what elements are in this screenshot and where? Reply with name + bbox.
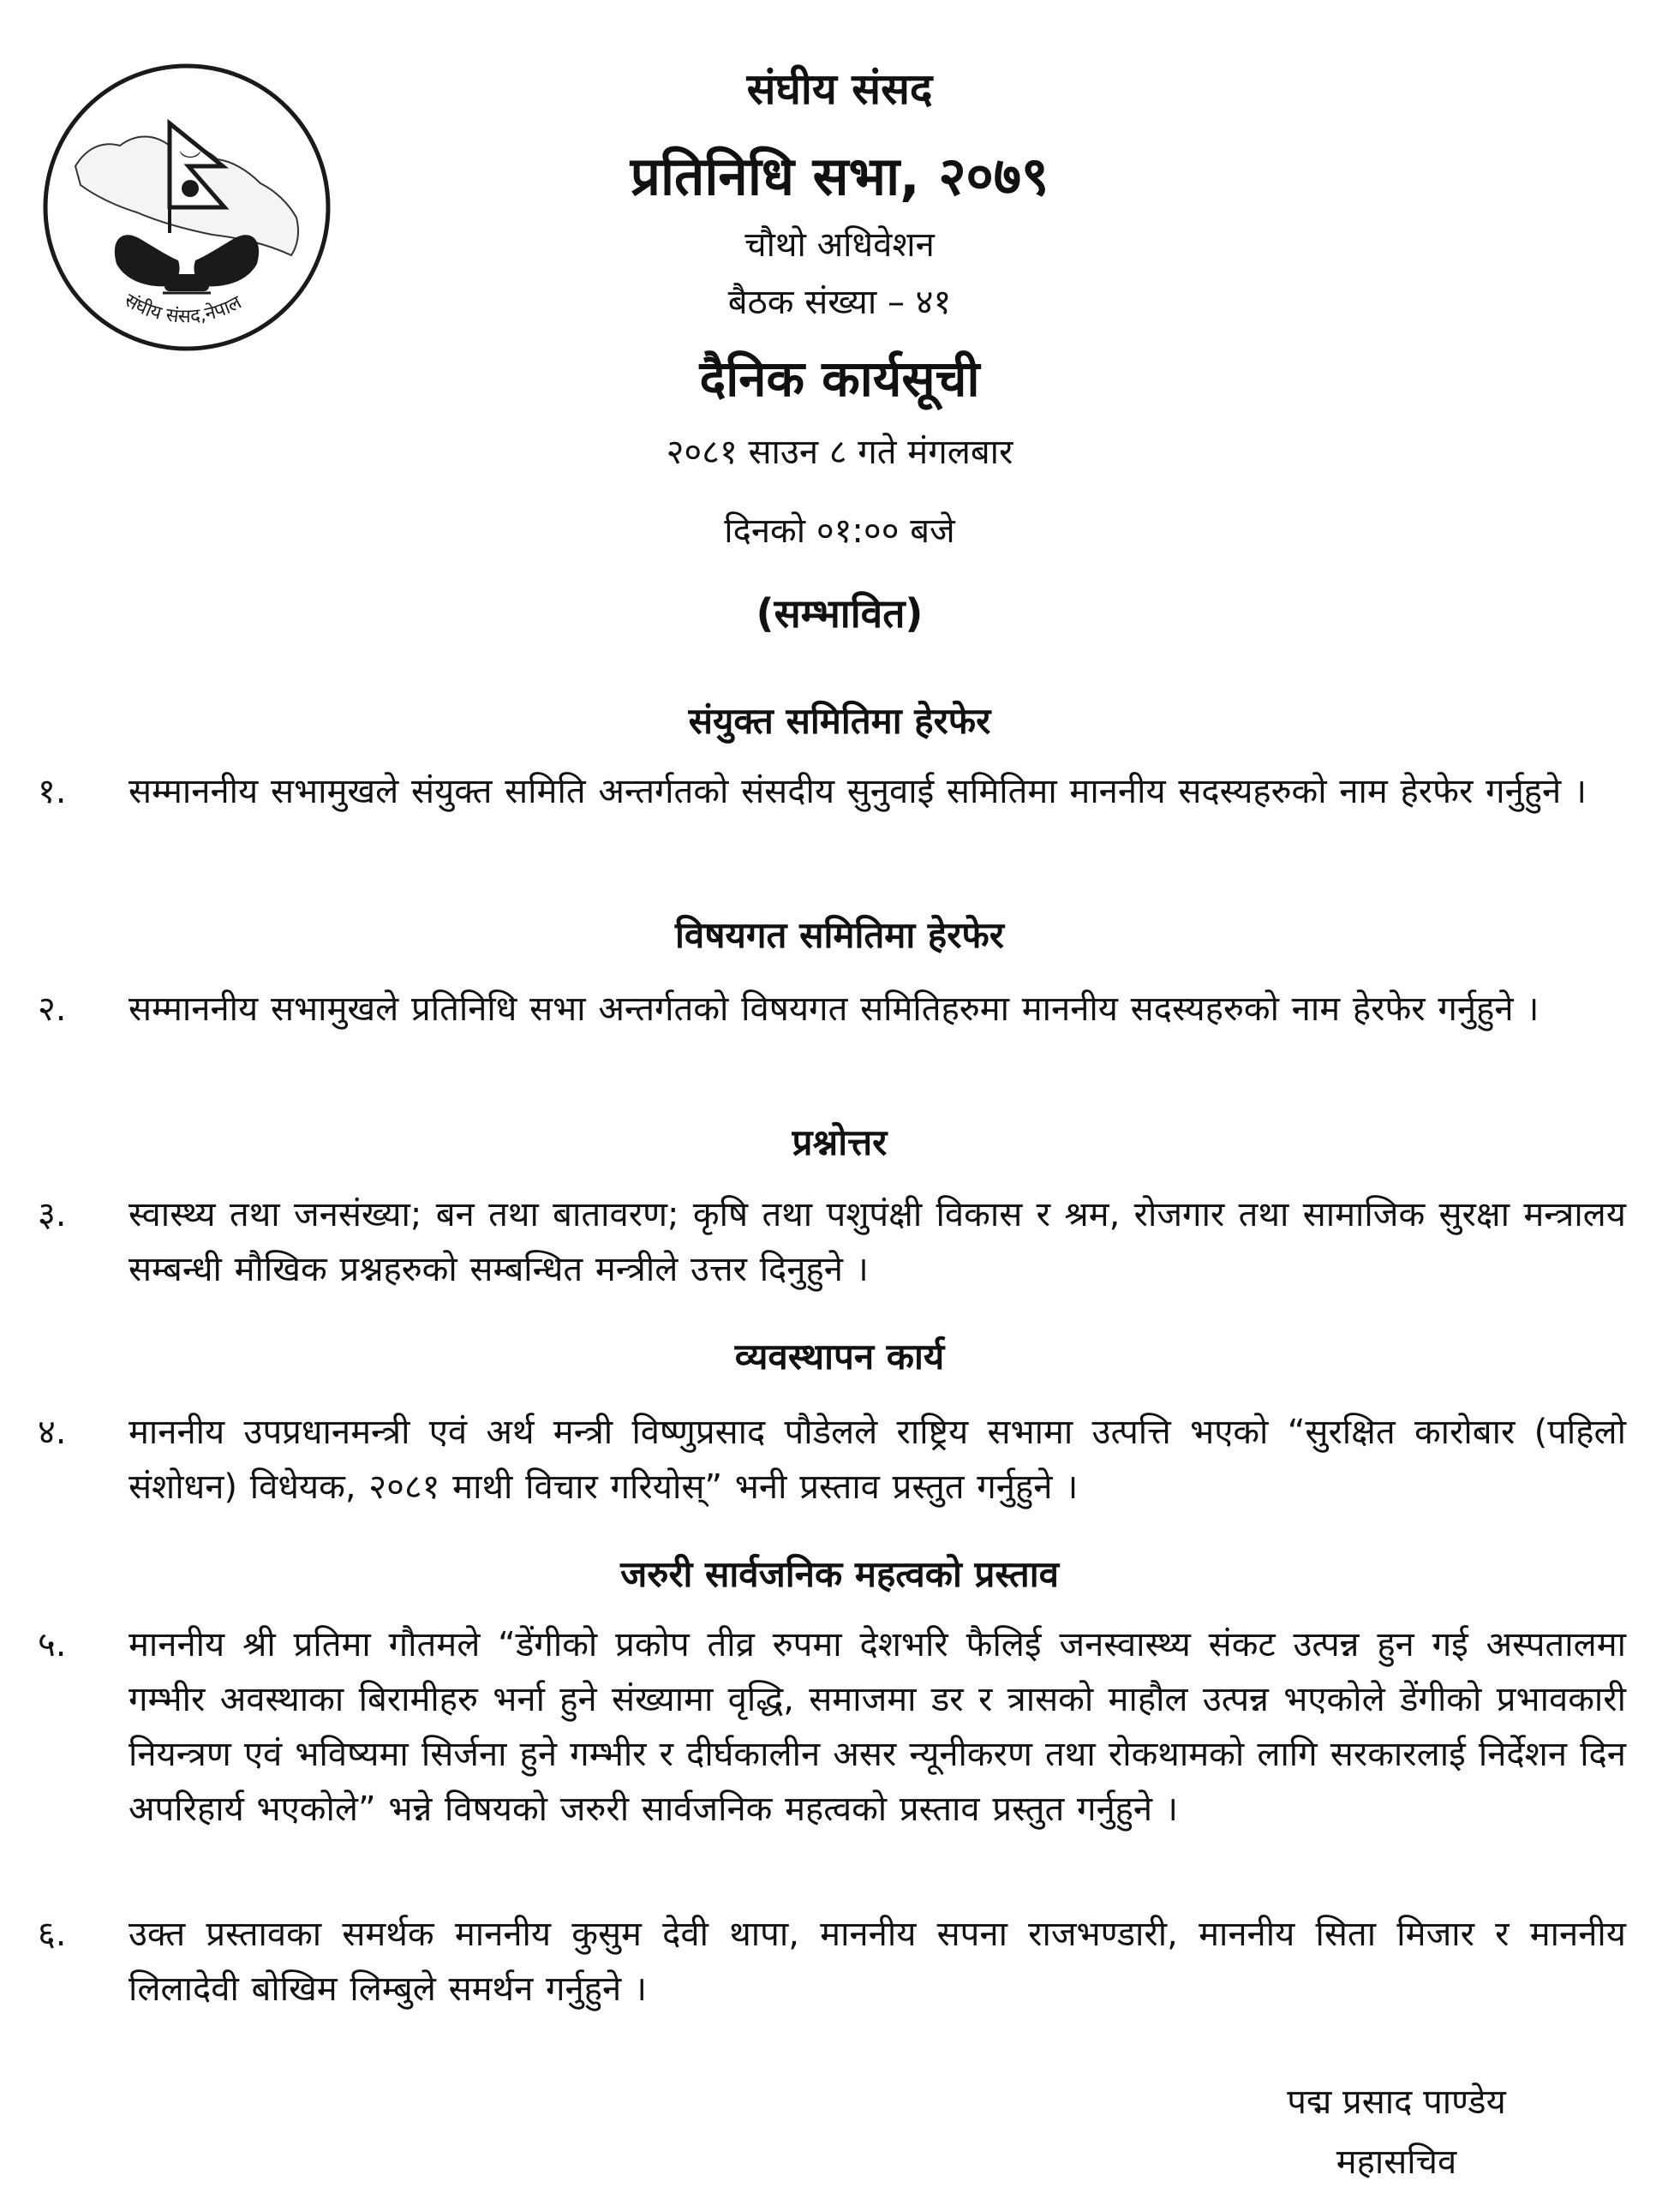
svg-text:संघीय संसद,नेपाल [121,290,246,327]
item-text: स्वास्थ्य तथा जनसंख्या; बन तथा बातावरण; कृषि तथा पशुपंक्षी विकास र श्रम, रोजगार तथा सामाजिक सुरक्षा मन्त्रालय सम्बन्धी मौखिक प्रश्नहरुको सम्बन्धित मन्त्रीले उत्तर दिनुहुने । [129,1195,1626,1289]
probable-label: (सम्भावित) [756,590,924,636]
section-heading-question-answer: प्रश्नोत्तर [792,1121,888,1163]
item-number: ४. [38,1413,67,1452]
item-text: सम्माननीय सभामुखले प्रतिनिधि सभा अन्तर्गतको विषयगत समितिहरुमा माननीय सदस्यहरुको नाम हेरफेर गर्नुहुने । [129,989,1540,1029]
section-heading-urgent-public-importance: जरुरी सार्वजनिक महत्वको प्रस्ताव [620,1553,1059,1595]
house-title: प्रतिनिधि सभा, २०७९ [630,145,1049,207]
item-number: ३. [38,1195,67,1234]
item-number: १. [38,772,67,811]
item-text: माननीय श्री प्रतिमा गौतमले “डेंगीको प्रकोप तीव्र रुपमा देशभरि फैलिई जनस्वास्थ्य संकट उत्पन्न हुन गई अस्पतालमा गम्भीर अवस्थाका बिरामीहरु भर्ना हुने संख्यामा वृद्धि, समाजमा डर र त्रासको माहौल उत्पन्न भएकोले डेंगीको प्रभावकारी नियन्त्रण एवं भविष्यमा सिर्जना हुने गम्भीर र दीर्घकालीन असर न्यूनीकरण तथा रोकथामको लागि सरकारलाई निर्देशन दिन अपरिहार्य भएकोले” भन्ने विषयको जरुरी सार्वजनिक महत्वको प्रस्ताव प्रस्तुत गर्नुहुने । [129,1625,1626,1829]
hands-icon [115,235,259,293]
parliament-emblem-logo [41,62,332,353]
section-heading-thematic-committee: विषयगत समितिमा हेरफेर [675,914,1004,956]
item-text: सम्माननीय सभामुखले संयुक्त समिति अन्तर्गतको संसदीय सुनुवाई समितिमा माननीय सदस्यहरुको नाम हेरफेर गर्नुहुने । [129,772,1587,811]
agenda-date: २०८१ साउन ८ गते मंगलबार [666,433,1013,472]
signatory-title: महासचिव [1336,2142,1457,2182]
section-heading-joint-committee: संयुक्त समितिमा हेरफेर [688,700,991,742]
logo-caption: संघीय संसद,नेपाल [120,290,246,328]
item-number: ६. [38,1915,67,1954]
item-number: २. [38,989,67,1029]
session-label: चौथो अधिवेशन [744,225,935,265]
meeting-number: बैठक संख्या – ४१ [727,283,952,322]
item-text: उक्त प्रस्तावका समर्थक माननीय कुसुम देवी थापा, माननीय सपना राजभण्डारी, माननीय सिता मिजार र माननीय लिलादेवी बोखिम लिम्बुले समर्थन गर्नुहुने । [129,1915,1626,2009]
item-text: माननीय उपप्रधानमन्त्री एवं अर्थ मन्त्री विष्णुप्रसाद पौडेलले राष्ट्रिय सभामा उत्पत्ति भएको “सुरक्षित कारोबार (पहिलो संशोधन) विधेयक, २०८१ माथी विचार गरियोस्” भनी प्रस्ताव प्रस्तुत गर्नुहुने । [129,1413,1626,1507]
agenda-time: दिनको ०१:०० बजे [724,511,955,551]
item-number: ५. [38,1625,67,1664]
parliament-name: संघीय संसद [746,64,933,114]
agenda-title: दैनिक कार्यसूची [699,350,980,408]
section-heading-legislative-business: व्यवस्थापन कार्य [734,1336,945,1377]
signatory-name: पद्म प्रसाद पाण्डेय [1287,2082,1506,2122]
